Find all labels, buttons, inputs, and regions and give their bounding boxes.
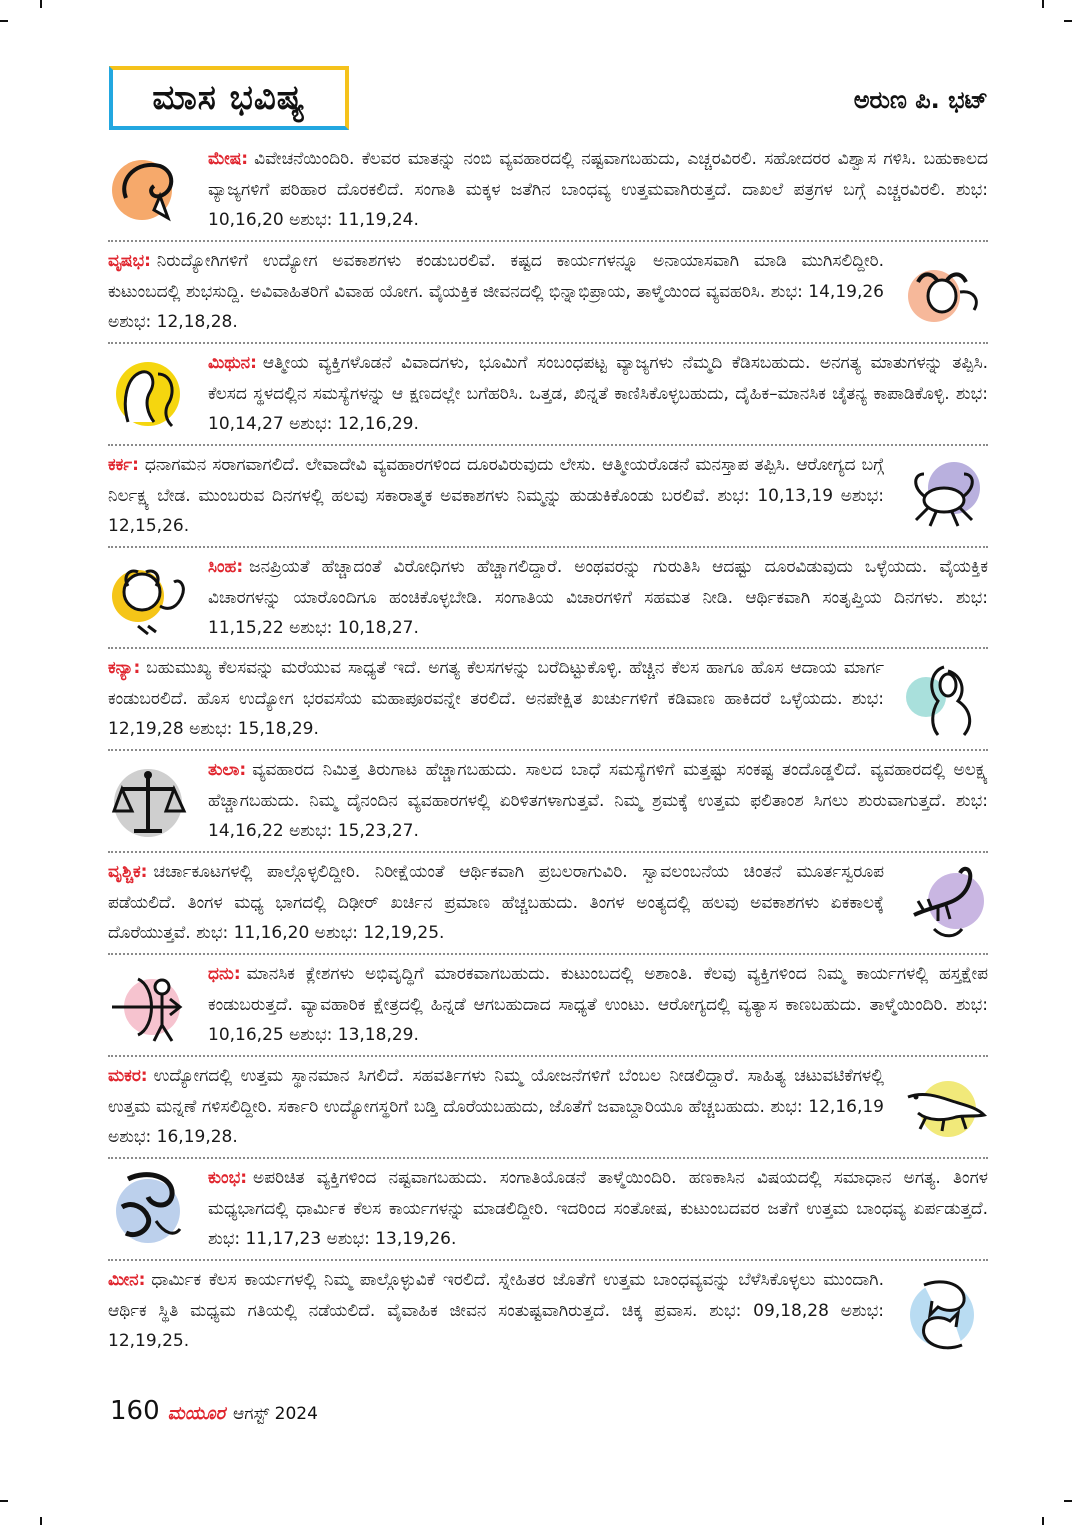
- issue-date: ಆಗಸ್ಟ್ 2024: [233, 1404, 318, 1424]
- lion-icon: [108, 556, 192, 640]
- entry-text: [108, 653, 884, 745]
- page-title-box: [109, 66, 349, 130]
- prediction-text: ಧಾರ್ಮಿಕ ಕೆಲಸ ಕಾರ್ಯಗಳಲ್ಲಿ ನಿಮ್ಮ ಪಾಲ್ಗೊಳ್ಳುವಿಕೆ ಇರಲಿದೆ. ಸ್ನೇಹಿತರ ಜೊತೆಗೆ ಉತ್ತಮ ಬಾಂಧವ್ಯವನ್ನು ಬೆಳೆಸಿಕೊಳ್ಳಲು ಮುಂದಾಗಿ. ಆರ್ಥಿಕ ಸ್ಥಿತಿ ಮಧ್ಯಮ ಗತಿಯಲ್ಲಿ ನಡೆಯಲಿದೆ. ವೈವಾಹಿಕ ಜೀವನ ಸಂತುಷ್ಟವಾಗಿರುತ್ತದೆ. ಚಿಕ್ಕ ಪ್ರವಾಸ. ಶುಭ: 09,18,28 ಅಶುಭ: 12,19,25.: [108, 1270, 884, 1351]
- prediction-text: ನಿರುದ್ಯೋಗಿಗಳಿಗೆ ಉದ್ಯೋಗ ಅವಕಾಶಗಳು ಕಂಡುಬರಲಿವೆ. ಕಷ್ಟದ ಕಾರ್ಯಗಳನ್ನೂ ಅನಾಯಾಸವಾಗಿ ಮಾಡಿ ಮುಗಿಸಲಿದ್ದೀರಿ. ಕುಟುಂಬದಲ್ಲಿ ಶುಭಸುದ್ದಿ. ಅವಿವಾಹಿತರಿಗೆ ವಿವಾಹ ಯೋಗ. ವೈಯಕ್ತಿಕ ಜೀವನದಲ್ಲಿ ಭಿನ್ನಾಭಿಪ್ರಾಯ, ತಾಳ್ಮೆಯಿಂದ ವ್ಯವಹರಿಸಿ. ಶುಭ: 14,19,26 ಅಶುಭ: 12,18,28.: [108, 251, 884, 332]
- prediction-text: ಧನಾಗಮನ ಸರಾಗವಾಗಲಿದೆ. ಲೇವಾದೇವಿ ವ್ಯವಹಾರಗಳಿಂದ ದೂರವಿರುವುದು ಲೇಸು. ಆತ್ಮೀಯರೊಡನೆ ಮನಸ್ತಾಪ ತಪ್ಪಿಸಿ. ಆರೋಗ್ಯದ ಬಗ್ಗೆ ನಿರ್ಲಕ್ಷ್ಯ ಬೇಡ. ಮುಂಬರುವ ದಿನಗಳಲ್ಲಿ ಹಲವು ಸಕಾರಾತ್ಮಕ ಅವಕಾಶಗಳು ನಿಮ್ಮನ್ನು ಹುಡುಕಿಕೊಂಡು ಬರಲಿವೆ. ಶುಭ: 10,13,19 ಅಶುಭ: 12,15,26.: [108, 455, 884, 536]
- crop-mark: [1042, 1517, 1044, 1525]
- crop-mark: [40, 1517, 42, 1525]
- crop-mark: [1064, 20, 1072, 22]
- dotted-separator: [108, 342, 988, 344]
- dotted-separator: [108, 240, 988, 242]
- dotted-separator: [108, 1259, 988, 1261]
- sign-name: ವೃಶ್ಚಿಕ:: [108, 862, 148, 882]
- sign-name: ವೃಷಭ:: [108, 251, 151, 271]
- prediction-text: ಅಪರಿಚಿತ ವ್ಯಕ್ತಿಗಳಿಂದ ನಷ್ಟವಾಗಬಹುದು. ಸಂಗಾತಿಯೊಡನೆ ತಾಳ್ಮೆಯಿಂದಿರಿ. ಹಣಕಾಸಿನ ವಿಷಯದಲ್ಲಿ ಸಮಾಧಾನ ಅಗತ್ಯ. ತಿಂಗಳ ಮಧ್ಯಭಾಗದಲ್ಲಿ ಧಾರ್ಮಿಕ ಕೆಲಸ ಕಾರ್ಯಗಳನ್ನು ಮಾಡಲಿದ್ದೀರಿ. ಇದರಿಂದ ಸಂತೋಷ, ಕುಟುಂಬದವರ ಜತೆಗೆ ಉತ್ತಮ ಬಾಂಧವ್ಯ ಏರ್ಪಡುತ್ತದೆ. ಶುಭ: 11,17,23 ಅಶುಭ: 13,19,26.: [208, 1168, 988, 1249]
- author-name: ಅರುಣ ಪಿ. ಭಟ್: [853, 86, 988, 114]
- dotted-separator: [108, 1157, 988, 1159]
- dotted-separator: [108, 749, 988, 751]
- sign-name: ಮಿಥುನ:: [208, 353, 257, 373]
- entry-text: [108, 857, 884, 949]
- entry-text: [208, 348, 988, 440]
- sign-name: ಸಿಂಹ:: [208, 557, 244, 577]
- sign-name: ಕರ್ಕ:: [108, 455, 139, 475]
- bull-icon: [904, 252, 988, 336]
- entry-text: [208, 552, 988, 644]
- prediction-text: ಆತ್ಮೀಯ ವ್ಯಕ್ತಿಗಳೊಡನೆ ವಿವಾದಗಳು, ಭೂಮಿಗೆ ಸಂಬಂಧಪಟ್ಟ ವ್ಯಾಜ್ಯಗಳು ನೆಮ್ಮದಿ ಕೆಡಿಸಬಹುದು. ಅನಗತ್ಯ ಮಾತುಗಳನ್ನು ತಪ್ಪಿಸಿ. ಕೆಲಸದ ಸ್ಥಳದಲ್ಲಿನ ಸಮಸ್ಯೆಗಳನ್ನು ಆ ಕ್ಷಣದಲ್ಲೇ ಬಗೆಹರಿಸಿ. ಒತ್ತಡ, ಖಿನ್ನತೆ ಕಾಣಿಸಿಕೊಳ್ಳಬಹುದು, ದೈಹಿಕ–ಮಾನಸಿಕ ಚೈತನ್ಯ ಕಾಪಾಡಿಕೊಳ್ಳಿ. ಶುಭ: 10,14,27 ಅಶುಭ: 12,16,29.: [208, 353, 988, 434]
- archer-icon: [108, 965, 192, 1049]
- page-number: 160: [110, 1396, 160, 1426]
- entry-text: [208, 755, 988, 847]
- page-footer: [110, 1396, 318, 1426]
- crop-mark: [0, 1500, 8, 1502]
- prediction-text: ಚರ್ಚಾಕೂಟಗಳಲ್ಲಿ ಪಾಲ್ಗೊಳ್ಳಲಿದ್ದೀರಿ. ನಿರೀಕ್ಷೆಯಂತೆ ಆರ್ಥಿಕವಾಗಿ ಪ್ರಬಲರಾಗುವಿರಿ. ಸ್ವಾವಲಂಬನೆಯ ಚಿಂತನೆ ಮೂರ್ತಸ್ವರೂಪ ಪಡೆಯಲಿದೆ. ತಿಂಗಳ ಮಧ್ಯ ಭಾಗದಲ್ಲಿ ದಿಢೀರ್ ಖರ್ಚಿನ ಪ್ರಮಾಣ ಹೆಚ್ಚಬಹುದು. ತಿಂಗಳ ಅಂತ್ಯದಲ್ಲಿ ಹಲವು ಅವಕಾಶಗಳು ಏಕಕಾಲಕ್ಕೆ ದೊರೆಯುತ್ತವೆ. ಶುಭ: 11,16,20 ಅಶುಭ: 12,19,25.: [108, 862, 884, 943]
- dotted-separator: [108, 1055, 988, 1057]
- dotted-separator: [108, 953, 988, 955]
- page-title: ಮಾಸ ಭವಿಷ್ಯ: [152, 78, 306, 118]
- entry-text: [108, 246, 884, 338]
- crop-mark: [40, 0, 42, 8]
- maiden-icon: [904, 657, 988, 741]
- sign-name: ತುಲಾ:: [208, 760, 247, 780]
- prediction-text: ಜನಪ್ರಿಯತೆ ಹೆಚ್ಚಾದಂತೆ ವಿರೋಧಿಗಳು ಹೆಚ್ಚಾಗಲಿದ್ದಾರೆ. ಅಂಥವರನ್ನು ಗುರುತಿಸಿ ಆದಷ್ಟು ದೂರವಿಡುವುದು ಒಳ್ಳೆಯದು. ವೈಯಕ್ತಿಕ ವಿಚಾರಗಳನ್ನು ಯಾರೊಂದಿಗೂ ಹಂಚಿಕೊಳ್ಳಬೇಡಿ. ಸಂಗಾತಿಯ ವಿಚಾರಗಳಿಗೆ ಸಹಮತ ನೀಡಿ. ಆರ್ಥಿಕವಾಗಿ ಸಂತೃಪ್ತಿಯ ದಿನಗಳು. ಶುಭ: 11,15,22 ಅಶುಭ: 10,18,27.: [208, 557, 988, 638]
- prediction-text: ವಿವೇಚನೆಯಿಂದಿರಿ. ಕೆಲವರ ಮಾತನ್ನು ನಂಬಿ ವ್ಯವಹಾರದಲ್ಲಿ ನಷ್ಟವಾಗಬಹುದು, ಎಚ್ಚರವಿರಲಿ. ಸಹೋದರರ ವಿಶ್ವಾಸ ಗಳಿಸಿ. ಬಹುಕಾಲದ ವ್ಯಾಜ್ಯಗಳಿಗೆ ಪರಿಹಾರ ದೊರಕಲಿದೆ. ಸಂಗಾತಿ ಮಕ್ಕಳ ಜತೆಗಿನ ಬಾಂಧವ್ಯ ಉತ್ತಮವಾಗಿರುತ್ತದೆ. ದಾಖಲೆ ಪತ್ರಗಳ ಬಗ್ಗೆ ಎಚ್ಚರವಿರಲಿ. ಶುಭ: 10,16,20 ಅಶುಭ: 11,19,24.: [208, 149, 988, 230]
- sign-name: ಧನು:: [208, 964, 241, 984]
- crocodile-icon: [904, 1067, 988, 1151]
- water-bearer-icon: [108, 1167, 192, 1251]
- sign-name: ಮೀನ:: [108, 1270, 146, 1290]
- sign-name: ಕುಂಭ:: [208, 1168, 247, 1188]
- crop-mark: [1042, 0, 1044, 8]
- entry-text: [208, 144, 988, 236]
- sign-name: ಕನ್ಯಾ:: [108, 658, 141, 678]
- crop-mark: [0, 20, 8, 22]
- entry-text: [108, 1265, 884, 1357]
- prediction-text: ಉದ್ಯೋಗದಲ್ಲಿ ಉತ್ತಮ ಸ್ಥಾನಮಾನ ಸಿಗಲಿದೆ. ಸಹವರ್ತಿಗಳು ನಿಮ್ಮ ಯೋಜನೆಗಳಿಗೆ ಬೆಂಬಲ ನೀಡಲಿದ್ದಾರೆ. ಸಾಹಿತ್ಯ ಚಟುವಟಿಕೆಗಳಲ್ಲಿ ಉತ್ತಮ ಮನ್ನಣೆ ಗಳಿಸಲಿದ್ದೀರಿ. ಸರ್ಕಾರಿ ಉದ್ಯೋಗಸ್ಥರಿಗೆ ಬಡ್ತಿ ದೊರೆಯಬಹುದು, ಜೊತೆಗೆ ಜವಾಬ್ದಾರಿಯೂ ಹೆಚ್ಚಬಹುದು. ಶುಭ: 12,16,19 ಅಶುಭ: 16,19,28.: [108, 1066, 884, 1147]
- ram-icon: [108, 148, 192, 232]
- prediction-text: ವ್ಯವಹಾರದ ನಿಮಿತ್ತ ತಿರುಗಾಟ ಹೆಚ್ಚಾಗಬಹುದು. ಸಾಲದ ಬಾಧೆ ಸಮಸ್ಯೆಗಳಿಗೆ ಮತ್ತಷ್ಟು ಸಂಕಷ್ಟ ತಂದೊಡ್ಡಲಿದೆ. ವ್ಯವಹಾರದಲ್ಲಿ ಅಲಕ್ಷ್ಯ ಹೆಚ್ಚಾಗಬಹುದು. ನಿಮ್ಮ ದೈನಂದಿನ ವ್ಯವಹಾರಗಳಲ್ಲಿ ಏರಿಳಿತಗಳಾಗುತ್ತವೆ. ನಿಮ್ಮ ಶ್ರಮಕ್ಕೆ ಉತ್ತಮ ಫಲಿತಾಂಶ ಸಿಗಲು ಶುರುವಾಗುತ್ತದೆ. ಶುಭ: 14,16,22 ಅಶುಭ: 15,23,27.: [208, 760, 988, 841]
- dotted-separator: [108, 851, 988, 853]
- crop-mark: [1064, 1500, 1072, 1502]
- sign-name: ಮಕರ:: [108, 1066, 148, 1086]
- entry-text: [208, 1163, 988, 1255]
- prediction-text: ಬಹುಮುಖ್ಯ ಕೆಲಸವನ್ನು ಮರೆಯುವ ಸಾಧ್ಯತೆ ಇದೆ. ಅಗತ್ಯ ಕೆಲಸಗಳನ್ನು ಬರೆದಿಟ್ಟುಕೊಳ್ಳಿ. ಹೆಚ್ಚಿನ ಕೆಲಸ ಹಾಗೂ ಹೊಸ ಆದಾಯ ಮಾರ್ಗ ಕಂಡುಬರಲಿದೆ. ಹೊಸ ಉದ್ಯೋಗ ಭರವಸೆಯ ಮಹಾಪೂರವನ್ನೇ ತರಲಿದೆ. ಅನಪೇಕ್ಷಿತ ಖರ್ಚುಗಳಿಗೆ ಕಡಿವಾಣ ಹಾಕಿದರೆ ಒಳ್ಳೆಯದು. ಶುಭ: 12,19,28 ಅಶುಭ: 15,18,29.: [108, 658, 884, 739]
- dotted-separator: [108, 546, 988, 548]
- sign-name: ಮೇಷ:: [208, 149, 249, 169]
- crab-icon: [904, 456, 988, 540]
- dotted-separator: [108, 647, 988, 649]
- entry-text: [108, 450, 884, 542]
- fish-icon: [904, 1271, 988, 1355]
- dotted-separator: [108, 444, 988, 446]
- entry-text: [208, 959, 988, 1051]
- scales-icon: [108, 761, 192, 845]
- entry-text: [108, 1061, 884, 1153]
- magazine-logo: ಮಯೂರ: [167, 1403, 226, 1424]
- twins-icon: [108, 352, 192, 436]
- scorpion-icon: [904, 861, 988, 945]
- prediction-text: ಮಾನಸಿಕ ಕ್ಲೇಶಗಳು ಅಭಿವೃದ್ಧಿಗೆ ಮಾರಕವಾಗಬಹುದು. ಕುಟುಂಬದಲ್ಲಿ ಅಶಾಂತಿ. ಕೆಲವು ವ್ಯಕ್ತಿಗಳಿಂದ ನಿಮ್ಮ ಕಾರ್ಯಗಳಲ್ಲಿ ಹಸ್ತಕ್ಷೇಪ ಕಂಡುಬರುತ್ತದೆ. ವ್ಯಾವಹಾರಿಕ ಕ್ಷೇತ್ರದಲ್ಲಿ ಹಿನ್ನಡೆ ಆಗಬಹುದಾದ ಸಾಧ್ಯತೆ ಉಂಟು. ಆರೋಗ್ಯದಲ್ಲಿ ವ್ಯತ್ಯಾಸ ಕಾಣಬಹುದು. ತಾಳ್ಮೆಯಿಂದಿರಿ. ಶುಭ: 10,16,25 ಅಶುಭ: 13,18,29.: [208, 964, 988, 1045]
